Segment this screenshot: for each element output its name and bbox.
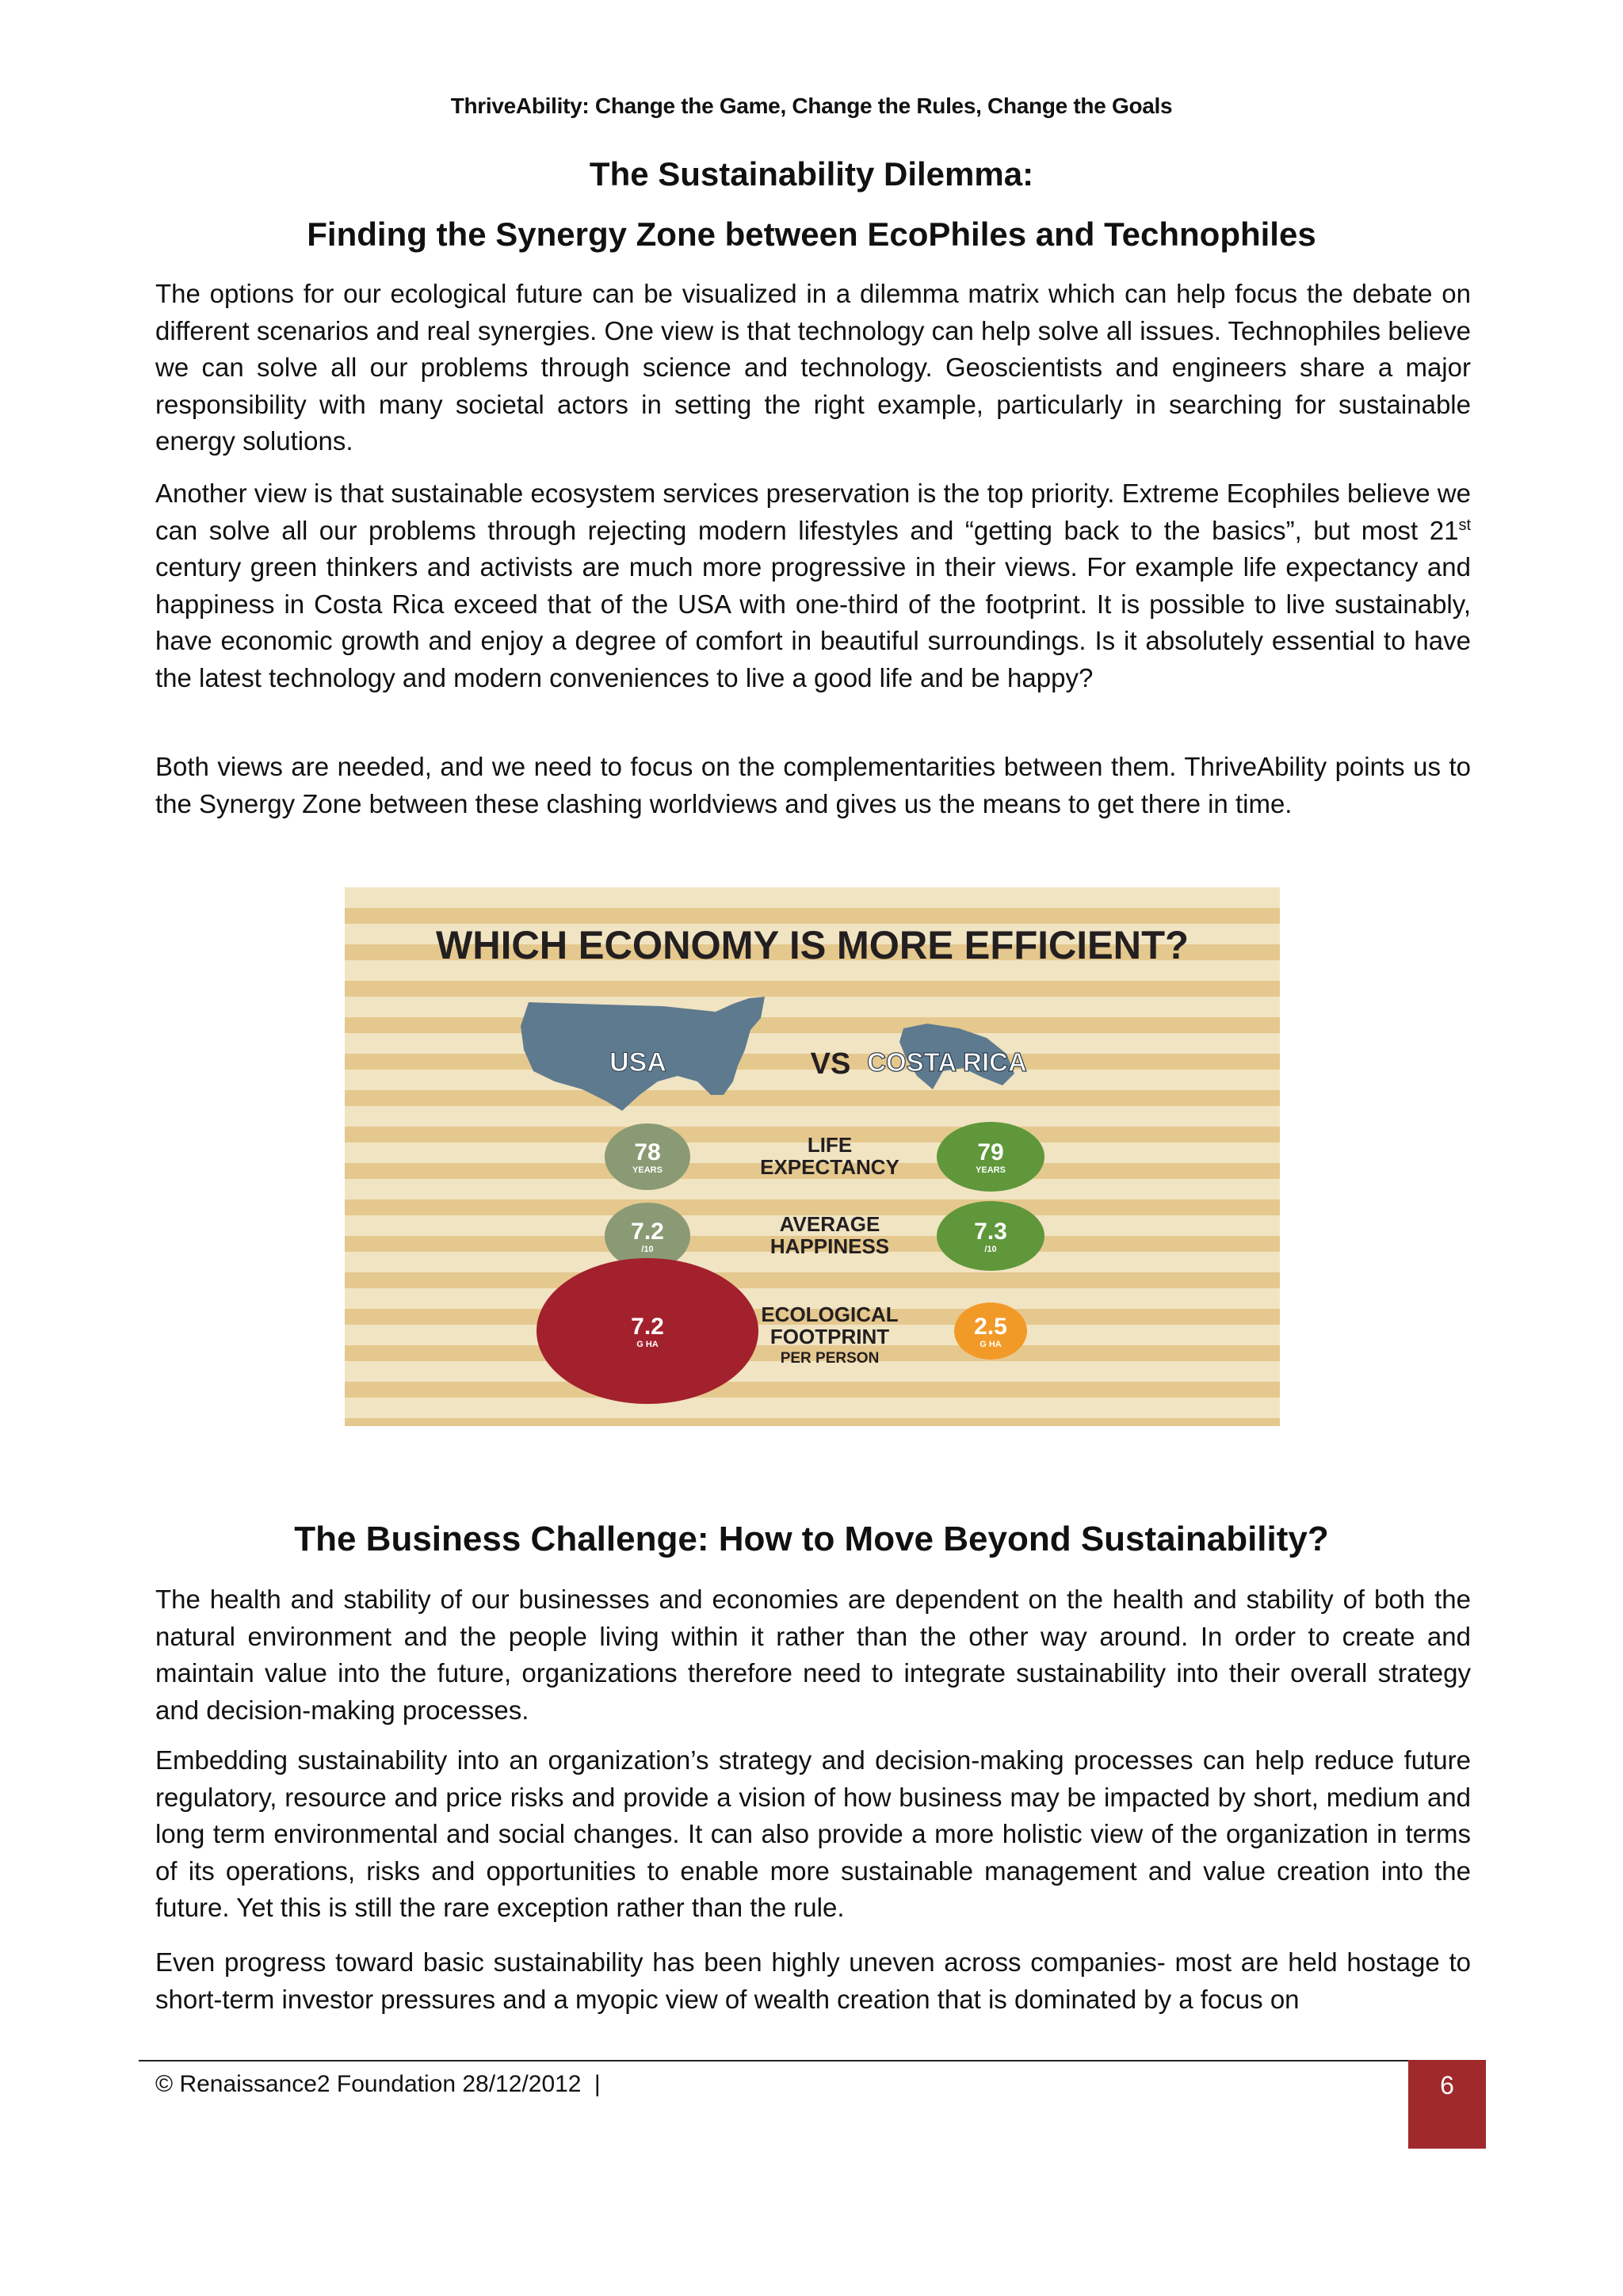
- usa-unit: /10: [641, 1245, 654, 1254]
- paragraph: The options for our ecological future can be visualized in a dilemma matrix which can help focus the debate on different scenarios and real synergies. One view is that technology can help solve all issues. Technophiles believe we can solve all our problems through science and technology. Geoscientists and engineers share a major responsibility with many societal actors in setting the right example, particularly in searching for sustainable energy solutions.: [155, 279, 1471, 456]
- section-title: The Sustainability Dilemma:: [589, 155, 1034, 193]
- costa-rica-value: 2.5: [974, 1314, 1007, 1340]
- metric-label: AVERAGE: [779, 1212, 880, 1236]
- paragraph-text: century green thinkers and activists are much more progressive in their views. For example life expectancy and happiness in Costa Rica exceed that of the USA with one-third of the footprint. It is possible to live sustainably, have economic growth and enjoy a degree of comfort in beautiful surroundings. Is it absolutely essential to have the latest technology and modern conveniences to live a good life and be happy?: [155, 552, 1471, 692]
- usa-unit: YEARS: [632, 1165, 663, 1175]
- costa-rica-value: 79: [977, 1139, 1004, 1165]
- ordinal-suffix: st: [1458, 516, 1471, 534]
- footer-divider: [139, 2060, 1486, 2061]
- comparison-rows: [537, 1122, 1044, 1404]
- footer-copyright-text: © Renaissance2 Foundation 28/12/2012: [155, 2071, 582, 2097]
- footer-copyright: [155, 2071, 601, 2098]
- infographic-title: WHICH ECONOMY IS MORE EFFICIENT?: [436, 923, 1189, 967]
- costa-rica-unit: /10: [984, 1245, 997, 1254]
- usa-value: 78: [634, 1139, 661, 1165]
- footer-separator: |: [594, 2071, 601, 2097]
- paragraph: Even progress toward basic sustainability has been highly uneven across companies- most are held hostage to short-term investor pressures and a myopic view of wealth creation that is dominated by a focus on: [155, 1947, 1471, 2014]
- metric-label: EXPECTANCY: [760, 1155, 899, 1179]
- paragraph: The health and stability of our businesses and economies are dependent on the health and stability of both the natural environment and the people living within it rather than the other way around. In order to create and maintain value into the future, organizations therefore need to integrate sustainability into their overall strategy and decision-making processes.: [155, 1585, 1471, 1725]
- paragraph-text: Another view is that sustainable ecosystem services preservation is the top priority. Extreme Ecophiles believe we can solve all our problems through rejecting modern lifestyles and “getting back to the basics”, but most 21: [155, 479, 1471, 545]
- usa-unit: G HA: [636, 1340, 659, 1349]
- metric-label: FOOTPRINT: [769, 1325, 890, 1348]
- metric-label: PER PERSON: [780, 1350, 880, 1367]
- usa-label: USA: [609, 1047, 666, 1077]
- page-number-badge: [1408, 2060, 1486, 2149]
- metric-label: HAPPINESS: [769, 1234, 890, 1258]
- metric-label: ECOLOGICAL: [761, 1302, 899, 1326]
- costa-rica-unit: G HA: [980, 1340, 1002, 1349]
- usa-value: 7.2: [631, 1219, 664, 1245]
- costa-rica-label: COSTA RICA: [867, 1047, 1027, 1077]
- paragraph: [155, 475, 1471, 696]
- infographic-graphic: [345, 887, 1280, 1426]
- vs-label: VS: [810, 1047, 851, 1081]
- section-title: The Business Challenge: How to Move Beyond Sustainability?: [294, 1520, 1329, 1558]
- usa-value: 7.2: [631, 1314, 664, 1340]
- running-header: ThriveAbility: Change the Game, Change the Rules, Change the Goals: [450, 93, 1173, 118]
- costa-rica-unit: YEARS: [976, 1165, 1006, 1175]
- metric-label: LIFE: [807, 1133, 853, 1157]
- page-number: 6: [1440, 2071, 1454, 2100]
- paragraph: Embedding sustainability into an organization’s strategy and decision-making processes can help reduce future regulatory, resource and price risks and provide a vision of how business may be impacted by short, medium and long term environmental and social changes. It can also provide a more holistic view of the organization in terms of its operations, risks and opportunities to enable more sustainable management and value creation into the future. Yet this is still the rare exception rather than the rule.: [155, 1745, 1471, 1922]
- costa-rica-value: 7.3: [974, 1219, 1007, 1245]
- section-subtitle: Finding the Synergy Zone between EcoPhiles and Technophiles: [307, 215, 1316, 253]
- economy-efficiency-infographic: [345, 887, 1280, 1426]
- paragraph: Both views are needed, and we need to focus on the complementarities between them. ThriveAbility points us to the Synergy Zone between these clashing worldviews and gives us the means to get there in time.: [155, 752, 1471, 818]
